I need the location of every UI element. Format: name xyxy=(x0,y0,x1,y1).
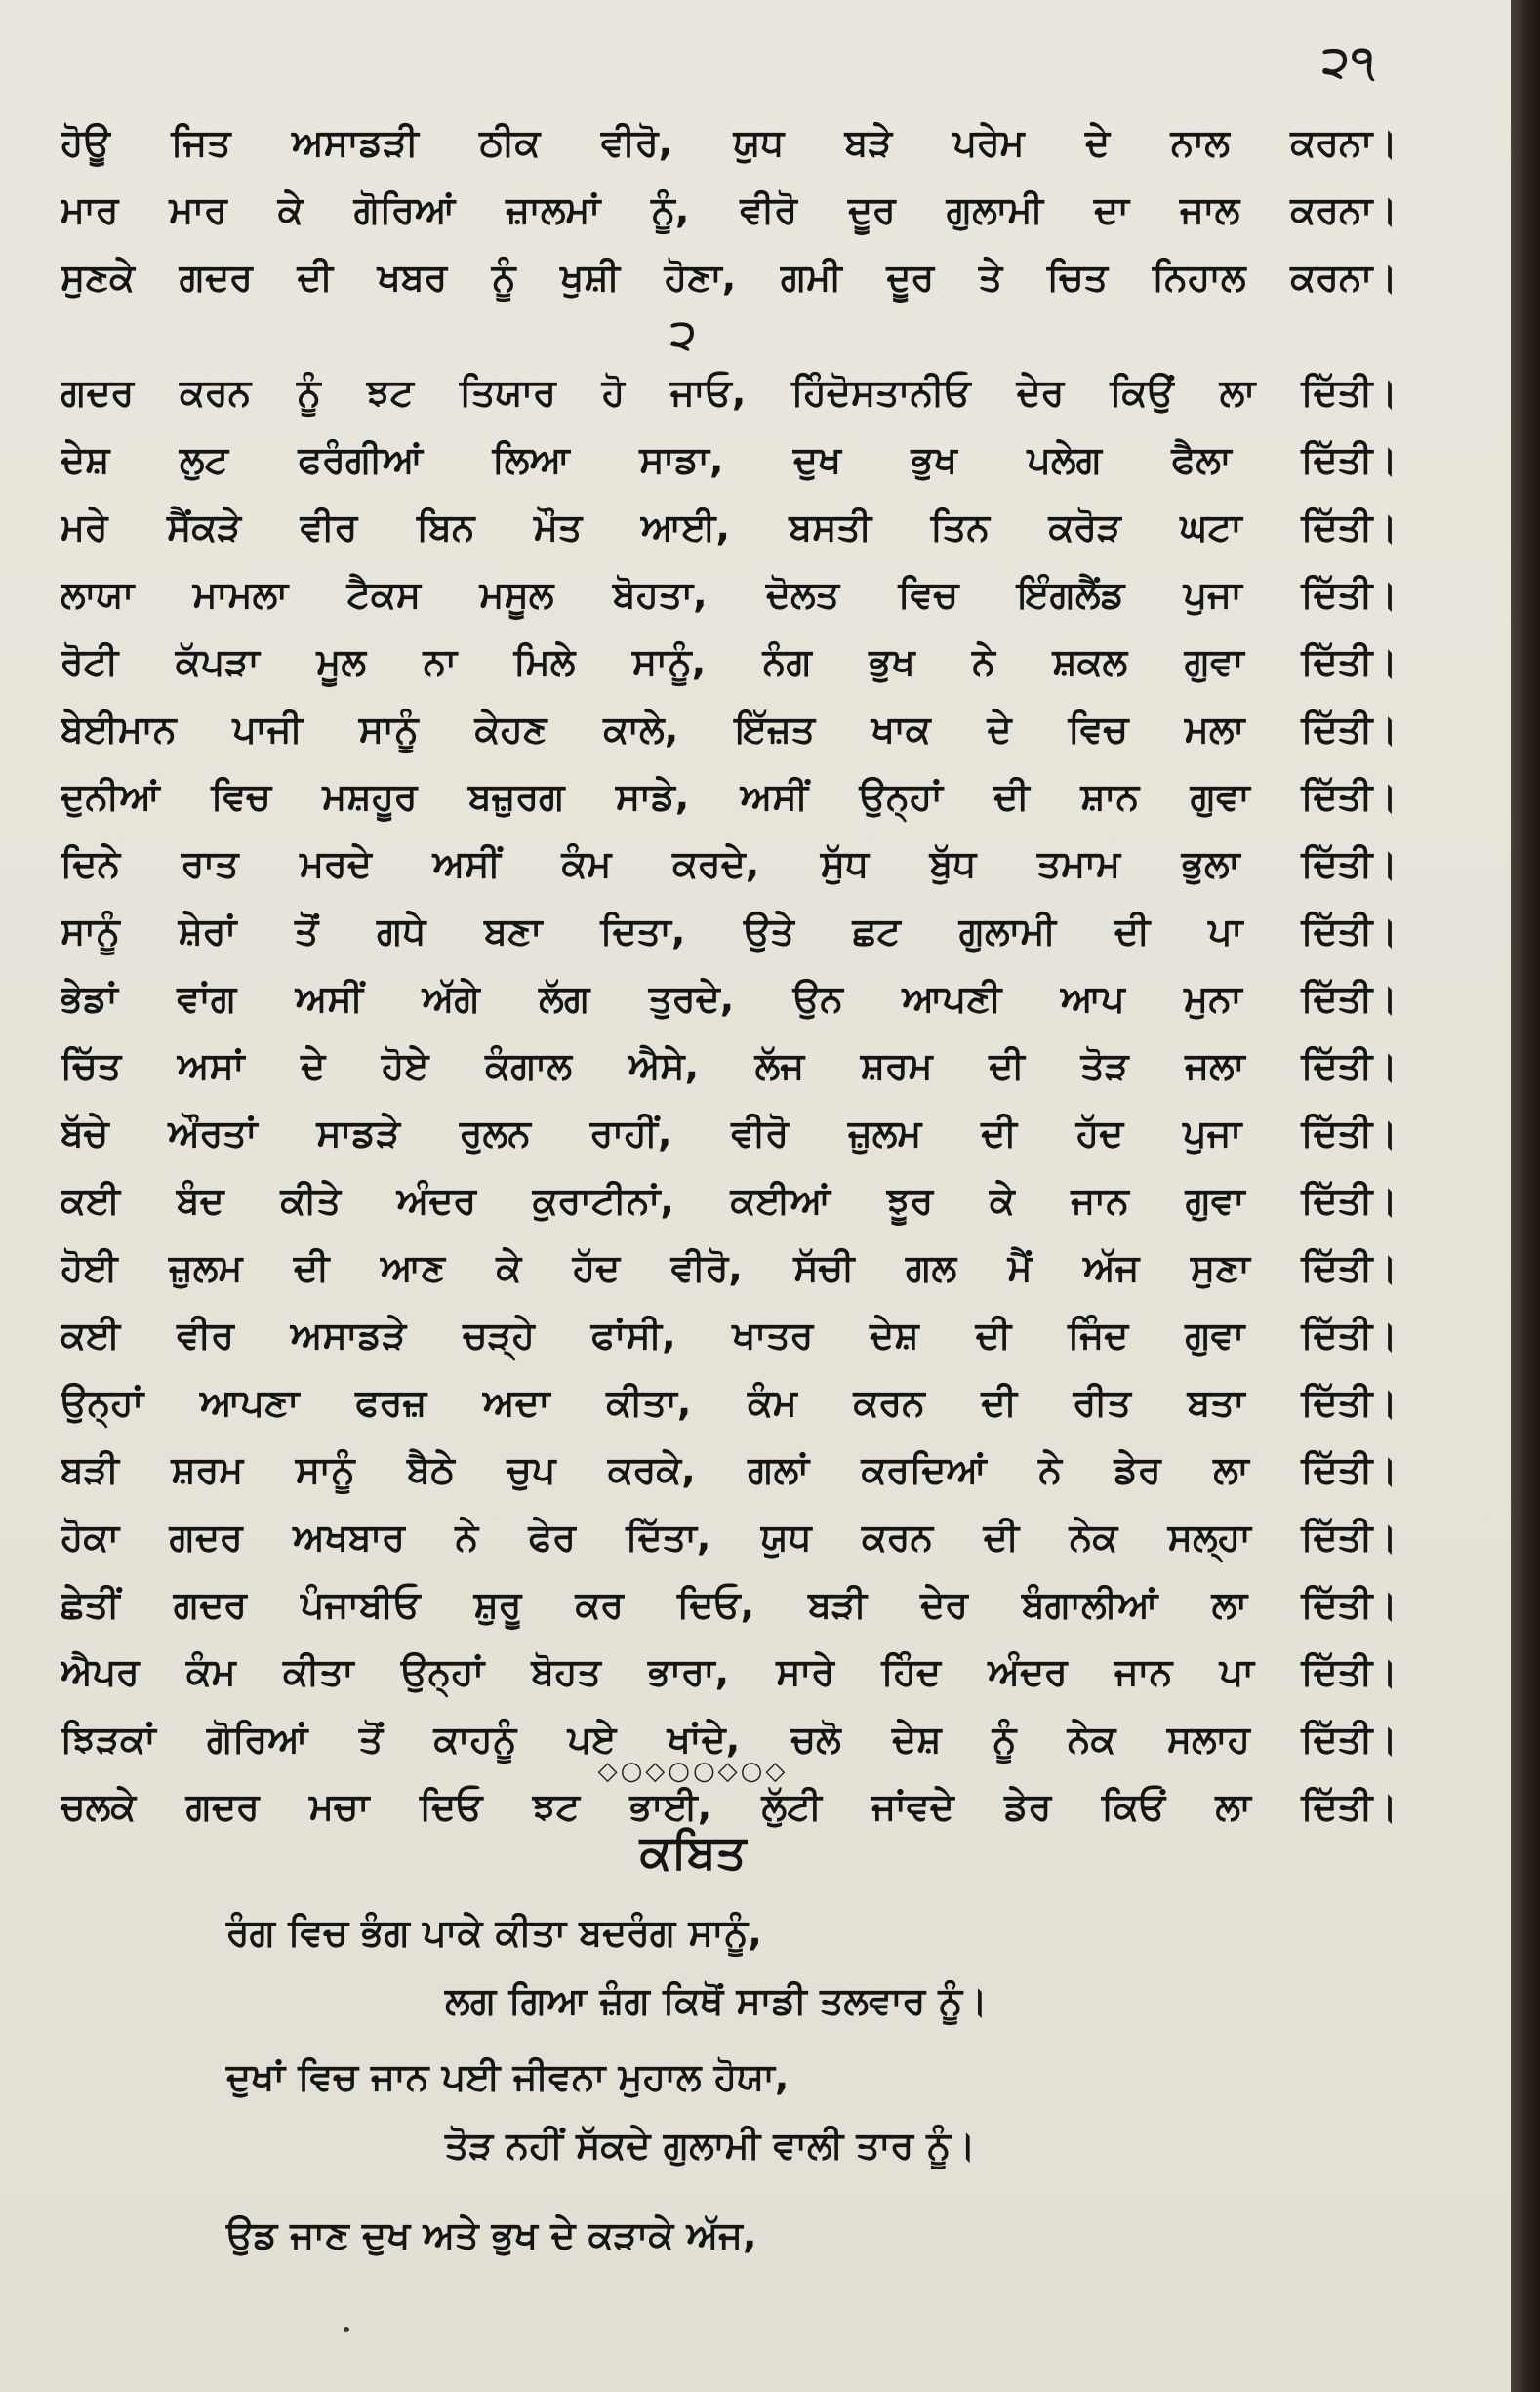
verse-line: ਦੇਸ਼ ਲੁਟ ਫਰੰਗੀਆਂ ਲਿਆ ਸਾਡਾ, ਦੁਖ ਭੁਖ ਪਲੇਗ ਫੈਲਾ ਦਿੱਤੀ। xyxy=(61,438,1398,481)
verse-line: ਸਾਨੂੰ ਸ਼ੇਰਾਂ ਤੋਂ ਗਧੇ ਬਣਾ ਦਿਤਾ, ਉਤੇ ਛਟ ਗੁਲਾਮੀ ਦੀ ਪਾ ਦਿੱਤੀ। xyxy=(61,910,1398,953)
section-number: ੨ xyxy=(669,310,697,358)
verse-line: ਰੋਟੀ ਕੱਪੜਾ ਮੂਲ ਨਾ ਮਿਲੇ ਸਾਨੂੰ, ਨੰਗ ਭੁਖ ਨੇ ਸ਼ਕਲ ਗੁਵਾ ਦਿੱਤੀ। xyxy=(61,640,1398,683)
verse-line: ਉਨ੍ਹਾਂ ਆਪਣਾ ਫਰਜ਼ ਅਦਾ ਕੀਤਾ, ਕੰਮ ਕਰਨ ਦੀ ਰੀਤ ਬਤਾ ਦਿੱਤੀ। xyxy=(61,1381,1398,1424)
verse-line: ਬੇਈਮਾਨ ਪਾਜੀ ਸਾਨੂੰ ਕੇਹਣ ਕਾਲੇ, ਇੱਜ਼ਤ ਖਾਕ ਦੇ ਵਿਚ ਮਲਾ ਦਿੱਤੀ। xyxy=(61,708,1398,750)
verse-line: ਭੇਡਾਂ ਵਾਂਗ ਅਸੀਂ ਅੱਗੇ ਲੱਗ ਤੁਰਦੇ, ਉਨ ਆਪਣੀ ਆਪ ਮੁਨਾ ਦਿੱਤੀ। xyxy=(61,977,1398,1020)
verse-line: ਹੋਕਾ ਗਦਰ ਅਖਬਾਰ ਨੇ ਫੇਰ ਦਿੱਤਾ, ਯੁਧ ਕਰਨ ਦੀ ਨੇਕ ਸਲ੍ਹਾ ਦਿੱਤੀ। xyxy=(61,1516,1398,1559)
verse-line: ਚਲਕੇ ਗਦਰ ਮਚਾ ਦਿਓ ਝਟ ਭਾਈ, ਲੁੱਟੀ ਜਾਂਵਦੇ ਡੇਰ ਕਿਓਂ ਲਾ ਦਿੱਤੀ। xyxy=(61,1785,1398,1828)
verse-top xyxy=(61,109,1398,311)
verse-line: ਬੱਚੇ ਔਰਤਾਂ ਸਾਡੜੇ ਰੁਲਨ ਰਾਹੀਂ, ਵੀਰੋ ਜ਼ੁਲਮ ਦੀ ਹੱਦ ਪੁਜਾ ਦਿੱਤੀ। xyxy=(61,1112,1398,1155)
kabit-heading: ਕਬਿਤ xyxy=(639,1825,747,1880)
verse-line: ਮਾਰ ਮਾਰ ਕੇ ਗੋਰਿਆਂ ਜ਼ਾਲਮਾਂ ਨੂੰ, ਵੀਰੋ ਦੂਰ ਗੁਲਾਮੀ ਦਾ ਜਾਲ ਕਰਨਾ। xyxy=(61,188,1398,231)
verse-line: ਦਿਨੇ ਰਾਤ ਮਰਦੇ ਅਸੀਂ ਕੰਮ ਕਰਦੇ, ਸੁੱਧ ਬੁੱਧ ਤਮਾਮ ਭੁਲਾ ਦਿੱਤੀ। xyxy=(61,842,1398,885)
verse-line: ਝਿੜਕਾਂ ਗੋਰਿਆਂ ਤੋਂ ਕਾਹਨੂੰ ਪਏ ਖਾਂਦੇ, ਚਲੋ ਦੇਸ਼ ਨੂੰ ਨੇਕ ਸਲਾਹ ਦਿੱਤੀ। xyxy=(61,1718,1398,1761)
verse-line: ਲਾਯਾ ਮਾਮਲਾ ਟੈਕਸ ਮਸੂਲ ਬੋਹਤਾ, ਦੋਲਤ ਵਿਚ ਇੰਗਲੈਂਡ ਪੁਜਾ ਦਿੱਤੀ। xyxy=(61,573,1398,616)
verse-line: ਮਰੇ ਸੈਂਕੜੇ ਵੀਰ ਬਿਨ ਮੌਤ ਆਈ, ਬਸਤੀ ਤਿਨ ਕਰੋੜ ਘਟਾ ਦਿੱਤੀ। xyxy=(61,506,1398,548)
kabit-line: ਲਗ ਗਿਆ ਜ਼ੰਗ ਕਿਥੋਂ ਸਾਡੀ ਤਲਵਾਰ ਨੂੰ। xyxy=(445,1979,988,2022)
verse-line: ਕਈ ਬੰਦ ਕੀਤੇ ਅੰਦਰ ਕੁਰਾਟੀਨਾਂ, ਕਈਆਂ ਝੂਰ ਕੇ ਜਾਨ ਗੁਵਾ ਦਿੱਤੀ। xyxy=(61,1179,1398,1222)
verse-line: ਕਈ ਵੀਰ ਅਸਾਡੜੇ ਚੜ੍ਹੇ ਫਾਂਸੀ, ਖਾਤਰ ਦੇਸ਼ ਦੀ ਜਿੰਦ ਗੁਵਾ ਦਿੱਤੀ। xyxy=(61,1314,1398,1357)
verse-line: ਚਿੱਤ ਅਸਾਂ ਦੇ ਹੋਏ ਕੰਗਾਲ ਐਸੇ, ਲੱਜ ਸ਼ਰਮ ਦੀ ਤੋੜ ਜਲਾ ਦਿੱਤੀ। xyxy=(61,1044,1398,1087)
kabit-line: ਉਡ ਜਾਣ ਦੁਖ ਅਤੇ ਭੁਖ ਦੇ ਕੜਾਕੇ ਅੱਜ, xyxy=(226,2213,757,2256)
ink-speck xyxy=(344,2327,349,2332)
kabit-line: ਤੋੜ ਨਹੀਂ ਸੱਕਦੇ ਗੁਲਾਮੀ ਵਾਲੀ ਤਾਰ ਨੂੰ। xyxy=(445,2124,976,2167)
verse-line: ਐਪਰ ਕੰਮ ਕੀਤਾ ਉਨ੍ਹਾਂ ਬੋਹਤ ਭਾਰਾ, ਸਾਰੇ ਹਿੰਦ ਅੰਦਰ ਜਾਨ ਪਾ ਦਿੱਤੀ। xyxy=(61,1650,1398,1693)
verse-line: ਸੁਣਕੇ ਗਦਰ ਦੀ ਖਬਰ ਨੂੰ ਖੁਸ਼ੀ ਹੋਣਾ, ਗਮੀ ਦੂਰ ਤੇ ਚਿਤ ਨਿਹਾਲ ਕਰਨਾ। xyxy=(61,256,1398,299)
page-edge-shadow xyxy=(1511,0,1540,2392)
verse-line: ਛੇਤੀਂ ਗਦਰ ਪੰਜਾਬੀਓ ਸ਼ੁਰੂ ਕਰ ਦਿਓ, ਬੜੀ ਦੇਰ ਬੰਗਾਲੀਆਂ ਲਾ ਦਿੱਤੀ। xyxy=(61,1583,1398,1626)
page-number: ੨੧ xyxy=(1322,37,1377,87)
verse-line: ਬੜੀ ਸ਼ਰਮ ਸਾਨੂੰ ਬੈਠੇ ਚੁਪ ਕਰਕੇ, ਗਲਾਂ ਕਰਦਿਆਂ ਨੇ ਡੇਰ ਲਾ ਦਿੱਤੀ। xyxy=(61,1448,1398,1491)
verse-line: ਹੋਈ ਜ਼ੁਲਮ ਦੀ ਆਣ ਕੇ ਹੱਦ ਵੀਰੋ, ਸੱਚੀ ਗਲ ਮੈਂ ਅੱਜ ਸੁਣਾ ਦਿੱਤੀ। xyxy=(61,1246,1398,1289)
verse-line: ਹੋਊ ਜਿਤ ਅਸਾਡੜੀ ਠੀਕ ਵੀਰੋ, ਯੁਧ ਬੜੇ ਪਰੇਮ ਦੇ ਨਾਲ ਕਰਨਾ। xyxy=(61,121,1398,164)
section-ornament: ◇○◇○○◇○◇ xyxy=(597,1757,789,1786)
verse-line: ਗਦਰ ਕਰਨ ਨੂੰ ਝਟ ਤਿਯਾਰ ਹੋ ਜਾਓ, ਹਿੰਦੋਸਤਾਨੀਓ ਦੇਰ ਕਿਉਂ ਲਾ ਦਿੱਤੀ। xyxy=(61,371,1398,414)
verse-gadar xyxy=(61,359,1398,1841)
verse-line: ਦੁਨੀਆਂ ਵਿਚ ਮਸ਼ਹੂਰ ਬਜ਼ੁਰਗ ਸਾਡੇ, ਅਸੀਂ ਉਨ੍ਹਾਂ ਦੀ ਸ਼ਾਨ ਗੁਵਾ ਦਿੱਤੀ। xyxy=(61,775,1398,818)
kabit-line: ਦੁਖਾਂ ਵਿਚ ਜਾਨ ਪਈ ਜੀਵਨਾ ਮੁਹਾਲ ਹੋਯਾ, xyxy=(226,2055,790,2098)
kabit-line: ਰੰਗ ਵਿਚ ਭੰਗ ਪਾਕੇ ਕੀਤਾ ਬਦਰੰਗ ਸਾਨੂੰ, xyxy=(226,1911,762,1954)
